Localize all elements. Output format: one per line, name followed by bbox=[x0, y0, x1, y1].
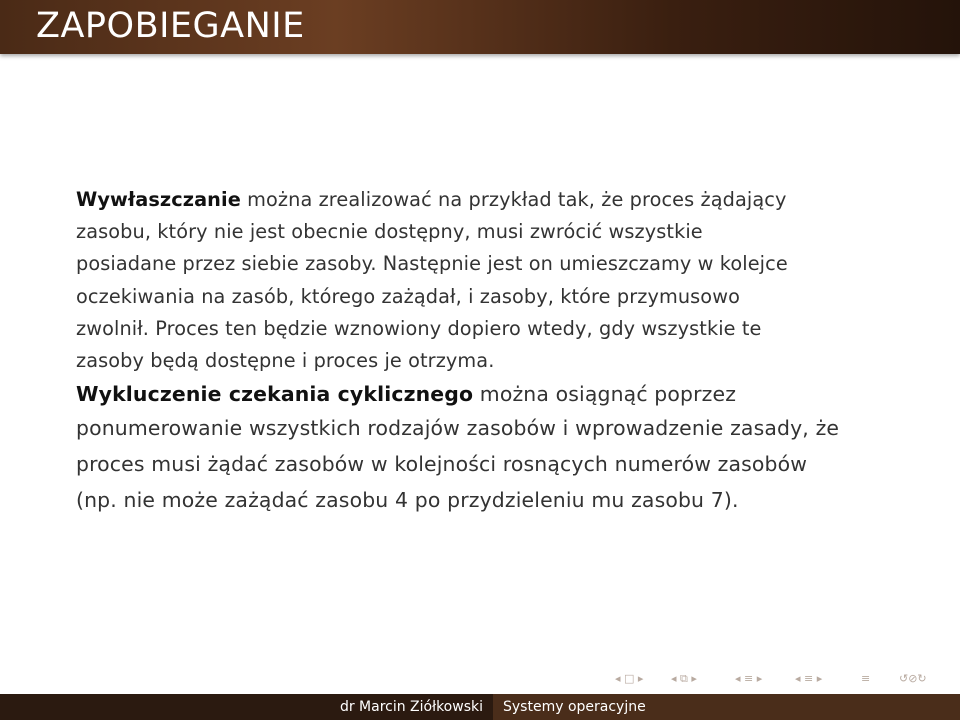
paragraph-line: posiadane przez siebie zasoby. Następnie jest on umieszczamy w kolejce bbox=[76, 252, 788, 276]
paragraph-line bbox=[76, 184, 886, 216]
paragraph-line: (np. nie może zażądać zasobu 4 po przydzieleniu mu zasobu 7). bbox=[76, 488, 739, 513]
footer-author-box bbox=[0, 694, 493, 720]
footer-author: dr Marcin Ziółkowski bbox=[339, 699, 483, 715]
paragraph-line: zasobu, który nie jest obecnie dostępny, musi zwrócić wszystkie bbox=[76, 220, 703, 244]
nav-search-icon[interactable]: ↺⊘↻ bbox=[899, 672, 927, 685]
title-bar bbox=[0, 0, 960, 54]
beamer-navigation bbox=[615, 672, 955, 688]
paragraph-preemption bbox=[76, 184, 886, 377]
footer-course: Systemy operacyjne bbox=[503, 699, 646, 715]
paragraph-text: można osiągnąć poprzez bbox=[473, 382, 737, 407]
nav-align-icon[interactable]: ≡ bbox=[861, 672, 871, 685]
slide-content bbox=[76, 184, 886, 519]
footer-course-box bbox=[493, 694, 960, 720]
nav-document-icon[interactable]: ◂ ≡ ▸ bbox=[795, 672, 823, 685]
slide-title: ZAPOBIEGANIE bbox=[36, 6, 305, 46]
paragraph-text: można zrealizować na przykład tak, że proces żądający bbox=[240, 188, 787, 211]
paragraph-line: zasoby będą dostępne i proces je otrzyma. bbox=[76, 349, 495, 373]
paragraph-line: oczekiwania na zasób, którego zażądał, i zasoby, które przymusowo bbox=[76, 284, 740, 308]
paragraph-line: zwolnił. Proces ten będzie wznowiony dopiero wtedy, gdy wszystkie te bbox=[76, 316, 762, 340]
paragraph-line bbox=[76, 377, 886, 411]
nav-section-icon[interactable]: ◂ ≡ ▸ bbox=[735, 672, 763, 685]
term-preemption: Wywłaszczanie bbox=[76, 188, 241, 211]
paragraph-line: proces musi żądać zasobów w kolejności rosnących numerów zasobów bbox=[76, 451, 808, 476]
paragraph-cycle-exclusion bbox=[76, 377, 886, 519]
paragraph-line: ponumerowanie wszystkich rodzajów zasobów i wprowadzenie zasady, że bbox=[76, 416, 840, 441]
nav-frame-icon[interactable]: ◂ □ ▸ bbox=[615, 672, 644, 685]
footer bbox=[0, 694, 960, 720]
nav-subsection-icon[interactable]: ◂ ⧉ ▸ bbox=[671, 672, 697, 685]
term-cycle-exclusion: Wykluczenie czekania cyklicznego bbox=[76, 382, 474, 407]
